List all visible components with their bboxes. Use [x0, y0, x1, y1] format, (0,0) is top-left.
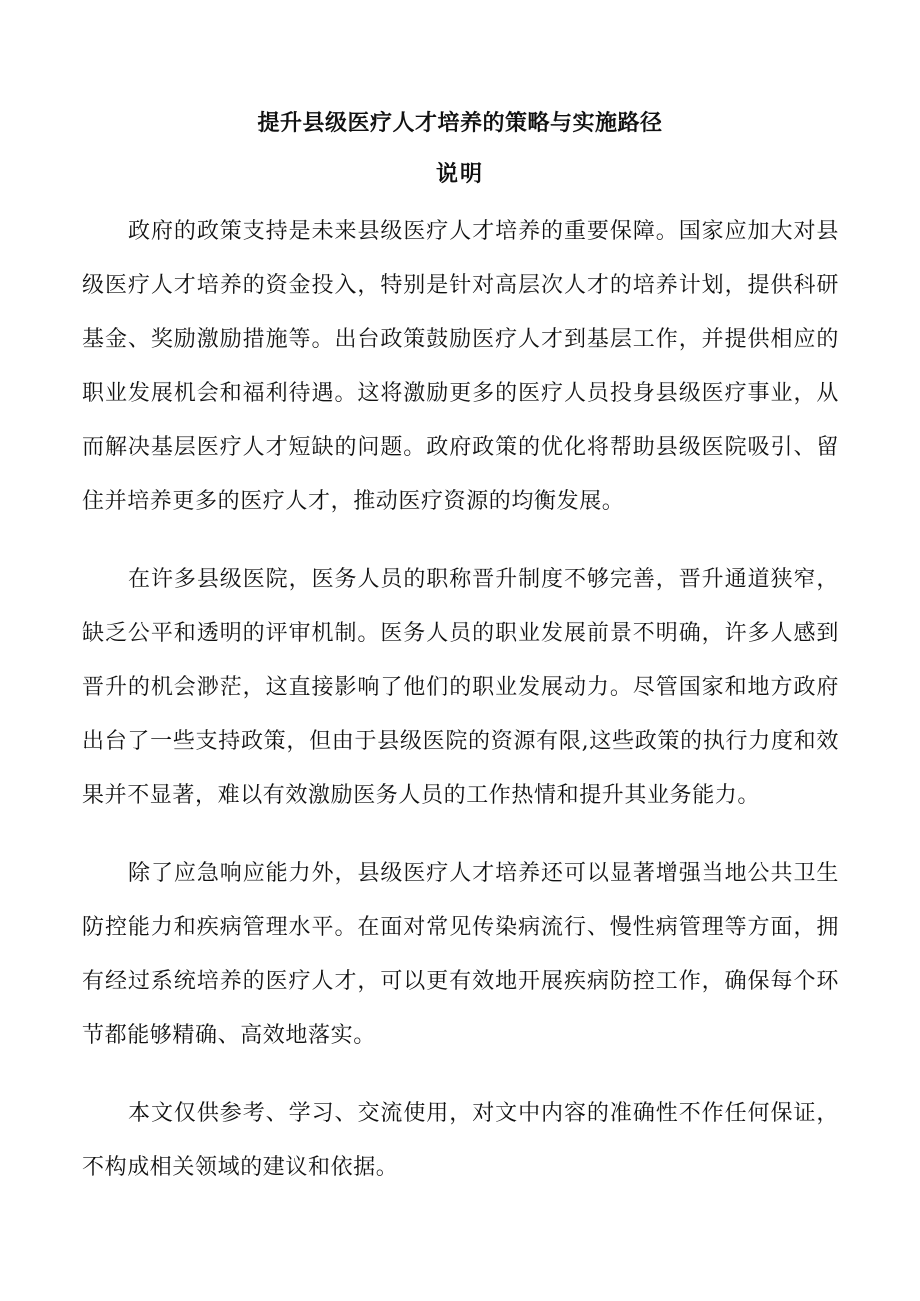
document-title: 提升县级医疗人才培养的策略与实施路径: [257, 110, 663, 136]
document-subtitle: 说明: [435, 161, 484, 187]
paragraph-policy-support: 政府的政策支持是未来县级医疗人才培养的重要保障。国家应加大对县级医疗人才培养的资金投入，特别是针对高层次人才的培养计划，提供科研基金、奖励激励措施等。出台政策鼓励医疗人才到基层工作，并提供相应的职业发展机会和福利待遇。这将激励更多的医疗人员投身县级医疗事业，从而解决基层医疗人才短缺的问题。政府政策的优化将帮助县级医院吸引、留住并培养更多的医疗人才，推动医疗资源的均衡发展。: [82, 219, 839, 514]
paragraph-disclaimer: 本文仅供参考、学习、交流使用，对文中内容的准确性不作任何保证，不构成相关领域的建议和依据。: [82, 1101, 839, 1180]
paragraph-promotion-system: 在许多县级医院，医务人员的职称晋升制度不够完善，晋升通道狭窄，缺乏公平和透明的评审机制。医务人员的职业发展前景不明确，许多人感到晋升的机会渺茫，这直接影响了他们的职业发展动力。尽管国家和地方政府出台了一些支持政策，但由于县级医院的资源有限,这些政策的执行力度和效果并不显著，难以有效激励医务人员的工作热情和提升其业务能力。: [82, 567, 839, 808]
paragraph-public-health: 除了应急响应能力外，县级医疗人才培养还可以显著增强当地公共卫生防控能力和疾病管理水平。在面对常见传染病流行、慢性病管理等方面，拥有经过系统培养的医疗人才，可以更有效地开展疾病防控工作，确保每个环节都能够精确、高效地落实。: [82, 861, 839, 1048]
document-body: [82, 205, 839, 1195]
